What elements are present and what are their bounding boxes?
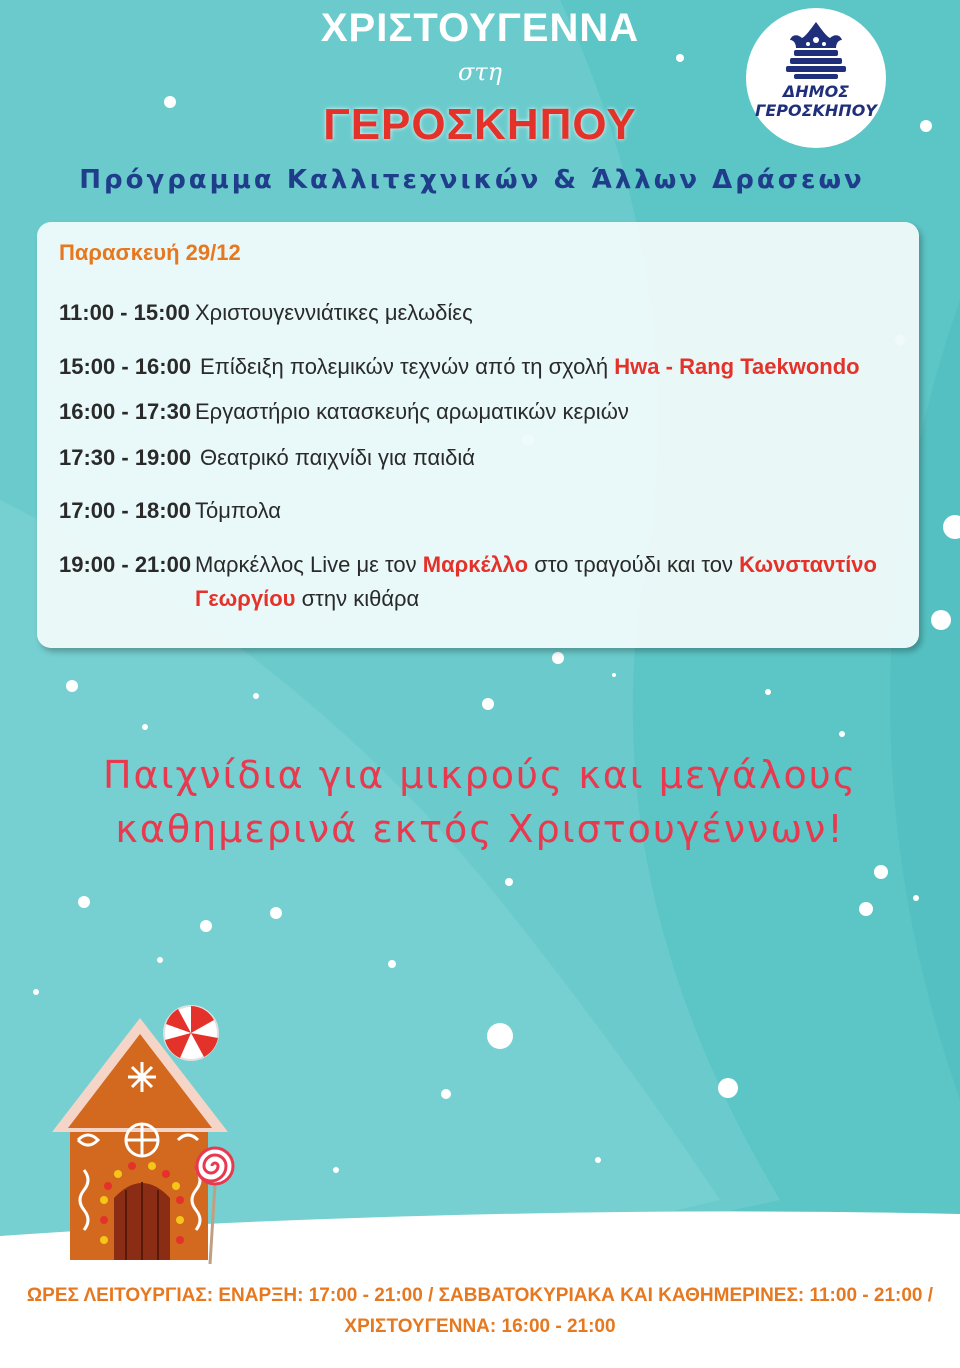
event-description: Θεατρικό παιχνίδι για παιδιά bbox=[200, 445, 476, 470]
opening-hours-line2: ΧΡΙΣΤΟΥΓΕΝΝΑ: 16:00 - 21:00 bbox=[344, 1316, 616, 1337]
schedule-day: Παρασκευή 29/12 bbox=[59, 240, 241, 265]
opening-hours-line1: ΩΡΕΣ ΛΕΙΤΟΥΡΓΙΑΣ: ΕΝΑΡΞΗ: 17:00 - 21:00 / ΣΑΒΒΑΤΟΚΥΡΙΑΚΑ ΚΑΙ ΚΑΘΗΜΕΡΙΝΕΣ: 11:00 - 21:00 / bbox=[26, 1285, 934, 1306]
event-text: Επίδειξη πολεμικών τεχνών από τη σχολή bbox=[200, 354, 609, 379]
event-time: 17:00 - 18:00 bbox=[59, 498, 192, 523]
event-description: Εργαστήριο κατασκευής αρωματικών κεριών bbox=[195, 399, 629, 424]
event-time: 19:00 - 21:00 bbox=[59, 552, 192, 577]
slogan-line1: Παιχνίδια για μικρούς και μεγάλους bbox=[102, 753, 858, 797]
program-subtitle: Πρόγραμμα Καλλιτεχνικών & Άλλων Δράσεων bbox=[79, 165, 865, 195]
event-text: Μαρκέλλος Live με τον bbox=[195, 552, 417, 577]
event-time: 15:00 - 16:00 bbox=[59, 354, 192, 379]
performer-name: Μαρκέλλο bbox=[422, 552, 529, 577]
event-highlight: Hwa - Rang Taekwondo bbox=[614, 354, 860, 379]
event-description: Χριστουγεννιάτικες μελωδίες bbox=[195, 300, 473, 325]
event-text: στο τραγούδι και τον bbox=[534, 552, 734, 577]
lollipop-icon bbox=[192, 1146, 238, 1266]
logo-line1: ΔΗΜΟΣ bbox=[782, 82, 850, 101]
event-time: 11:00 - 15:00 bbox=[59, 300, 190, 325]
event-time: 16:00 - 17:30 bbox=[59, 399, 192, 424]
event-time: 17:30 - 19:00 bbox=[59, 445, 192, 470]
performer-name: Κωνσταντίνο Γεωργίου bbox=[195, 552, 877, 611]
slogan-line2: καθημερινά εκτός Χριστουγέννων! bbox=[115, 807, 845, 851]
event-description: Τόμπολα bbox=[195, 498, 282, 523]
logo-line2: ΓΕΡΟΣΚΗΠΟΥ bbox=[755, 101, 877, 120]
opening-hours bbox=[0, 1280, 960, 1342]
town-title: ΓΕΡΟΣΚΗΠΟΥ bbox=[323, 100, 637, 149]
peppermint-candy-icon bbox=[162, 1004, 220, 1062]
event-text: στην κιθάρα bbox=[301, 586, 420, 611]
title-connector: στη bbox=[457, 58, 503, 86]
title: ΧΡΙΣΤΟΥΓΕΝΝΑ bbox=[320, 6, 640, 50]
